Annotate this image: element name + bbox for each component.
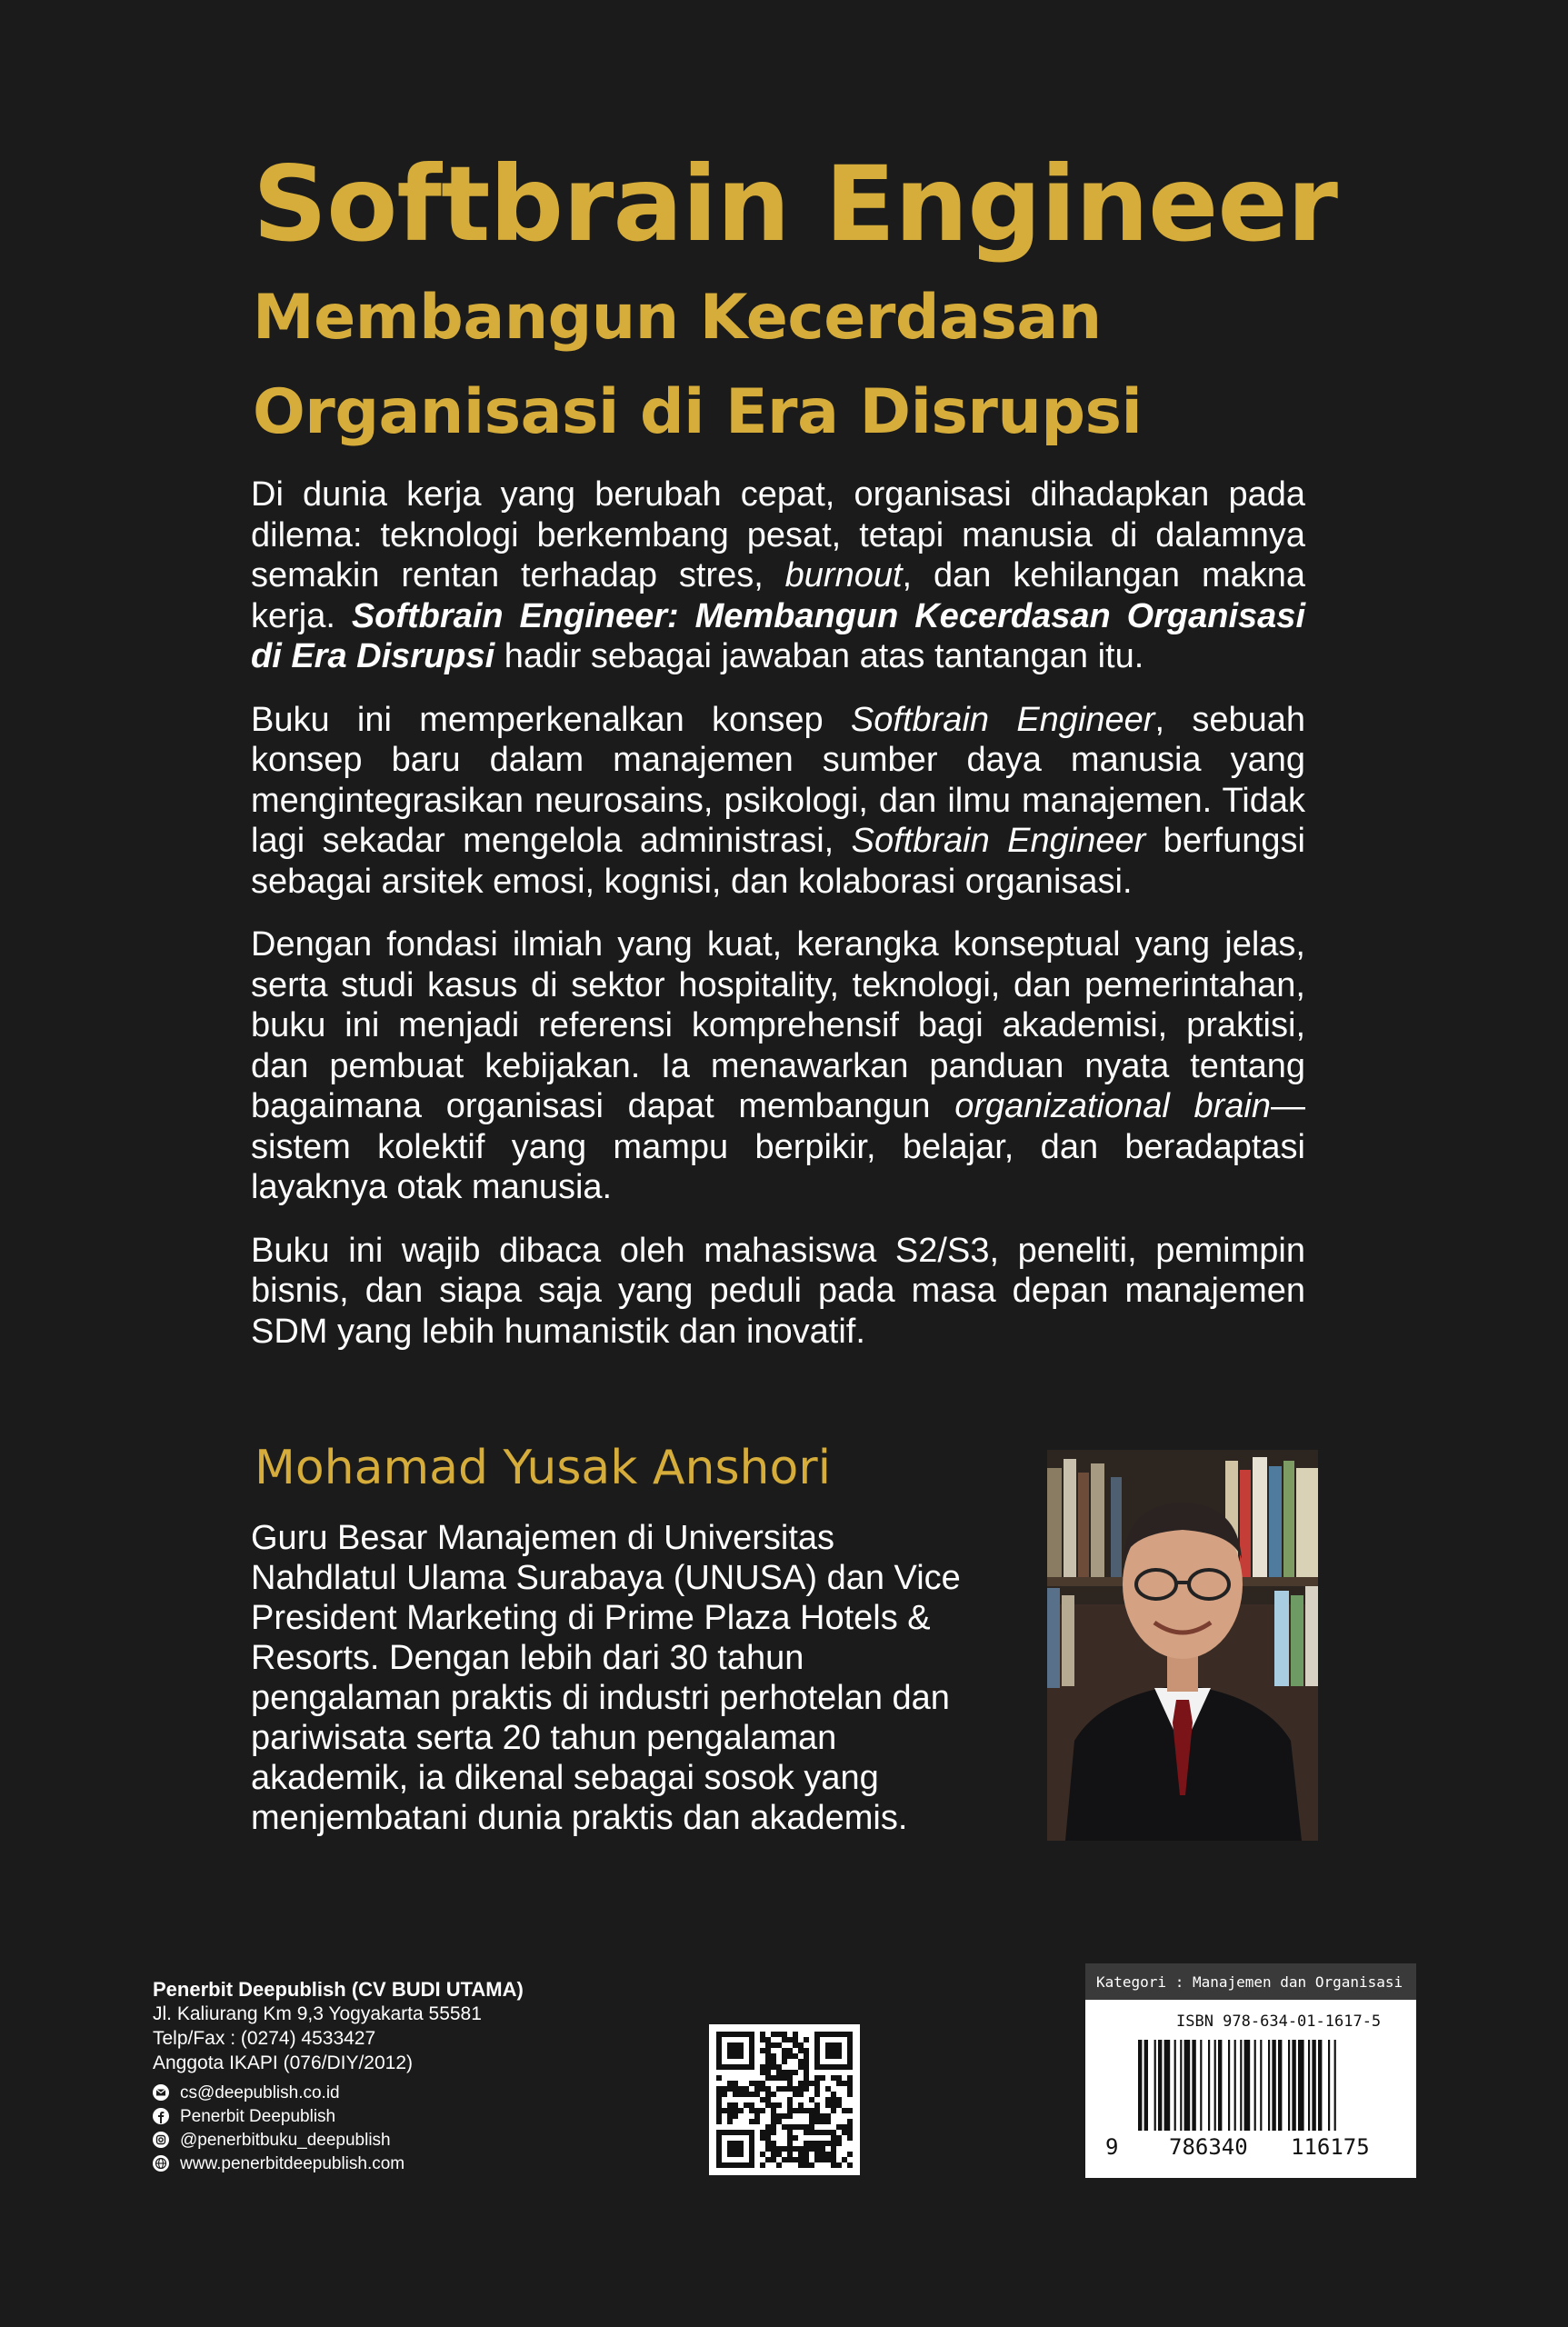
blurb-paragraph-1: Di dunia kerja yang berubah cepat, organisasi dihadapkan pada dilema: teknologi berkembang pesat, tetapi manusia di dalamnya semakin rentan terhadap stres, burnout, dan kehilangan makna kerja. Softbrain Engineer: Membangun Kecerdasan Organisasi di Era Disrupsi hadir sebagai jawaban atas tantangan itu. [251, 475, 1305, 675]
blurb-paragraph-2: Buku ini memperkenalkan konsep Softbrain Engineer, sebuah konsep baru dalam manajemen sumber daya manusia yang mengintegrasikan neurosains, psikologi, dan ilmu manajemen. Tidak lagi sekadar mengelola administrasi, Softbrain Engineer berfungsi sebagai arsitek emosi, kognisi, dan kolaborasi organisasi. [251, 700, 1306, 901]
publisher-facebook: Penerbit Deepublish [180, 2106, 336, 2126]
author-photo [1047, 1450, 1318, 1841]
book-title: Softbrain Engineer [253, 144, 1337, 265]
publisher-instagram: @penerbitbuku_deepublish [180, 2130, 391, 2150]
publisher-name: Penerbit Deepublish (CV BUDI UTAMA) [153, 1978, 524, 2001]
contact-instagram [153, 2128, 524, 2152]
isbn-barcode-area [1085, 2000, 1416, 2178]
facebook-icon [153, 2108, 169, 2124]
publisher-email: cs@deepublish.co.id [180, 2082, 340, 2102]
book-blurb [251, 474, 1305, 1374]
contact-facebook [153, 2104, 524, 2128]
contact-email [153, 2081, 524, 2104]
instagram-icon [153, 2132, 169, 2148]
author-name: Mohamad Yusak Anshori [255, 1441, 832, 1495]
publisher-website: www.penerbitdeepublish.com [180, 2153, 405, 2173]
isbn-block [1085, 1963, 1416, 2178]
blurb-paragraph-3: Dengan fondasi ilmiah yang kuat, kerangka konseptual yang jelas, serta studi kasus di sektor hospitality, teknologi, dan pemerintahan, buku ini menjadi referensi komprehensif bagi akademisi, praktisi, dan pembuat kebijakan. Ia menawarkan panduan nyata tentang bagaimana organisasi dapat membangun organizational brain—sistem kolektif yang mampu berpikir, belajar, dan beradaptasi layaknya otak manusia. [251, 925, 1306, 1206]
barcode-bars [1138, 2040, 1393, 2131]
author-bio: Guru Besar Manajemen di Universitas Nahdlatul Ulama Surabaya (UNUSA) dan Vice President Marketing di Prime Plaza Hotels & Resorts. Dengan lebih dari 30 tahun pengalaman praktis di industri perhotelan dan pariwisata serta 20 tahun pengalaman akademik, ia dikenal sebagai sosok yang menjembatani dunia praktis dan akademis. [251, 1519, 961, 1837]
book-category: Kategori : Manajemen dan Organisasi [1085, 1963, 1416, 2000]
publisher-ikapi: Anggota IKAPI (076/DIY/2012) [153, 2052, 414, 2073]
publisher-address: Jl. Kaliurang Km 9,3 Yogyakarta 55581 [153, 2003, 482, 2024]
book-subtitle-line1: Membangun Kecerdasan [253, 282, 1102, 354]
qr-code [709, 2024, 860, 2175]
author-portrait-image [1047, 1450, 1318, 1841]
barcode-digit-group1: 786340 [1169, 2134, 1248, 2160]
publisher-phone: Telp/Fax : (0274) 4533427 [153, 2028, 376, 2049]
cover-title-block [253, 145, 1343, 460]
barcode-digit-group2: 116175 [1291, 2134, 1370, 2160]
isbn-number: ISBN 978-634-01-1617-5 [1176, 2012, 1382, 2031]
email-icon [153, 2084, 169, 2101]
publisher-info [153, 1977, 524, 2175]
blurb-paragraph-4: Buku ini wajib dibaca oleh mahasiswa S2/S3, peneliti, pemimpin bisnis, dan siapa saja yang peduli pada masa depan manajemen SDM yang lebih humanistik dan inovatif. [251, 1231, 1305, 1351]
barcode-digit-lead: 9 [1105, 2134, 1119, 2160]
book-subtitle-line2: Organisasi di Era Disrupsi [253, 376, 1143, 448]
contact-website [153, 2152, 524, 2175]
globe-icon [153, 2155, 169, 2172]
